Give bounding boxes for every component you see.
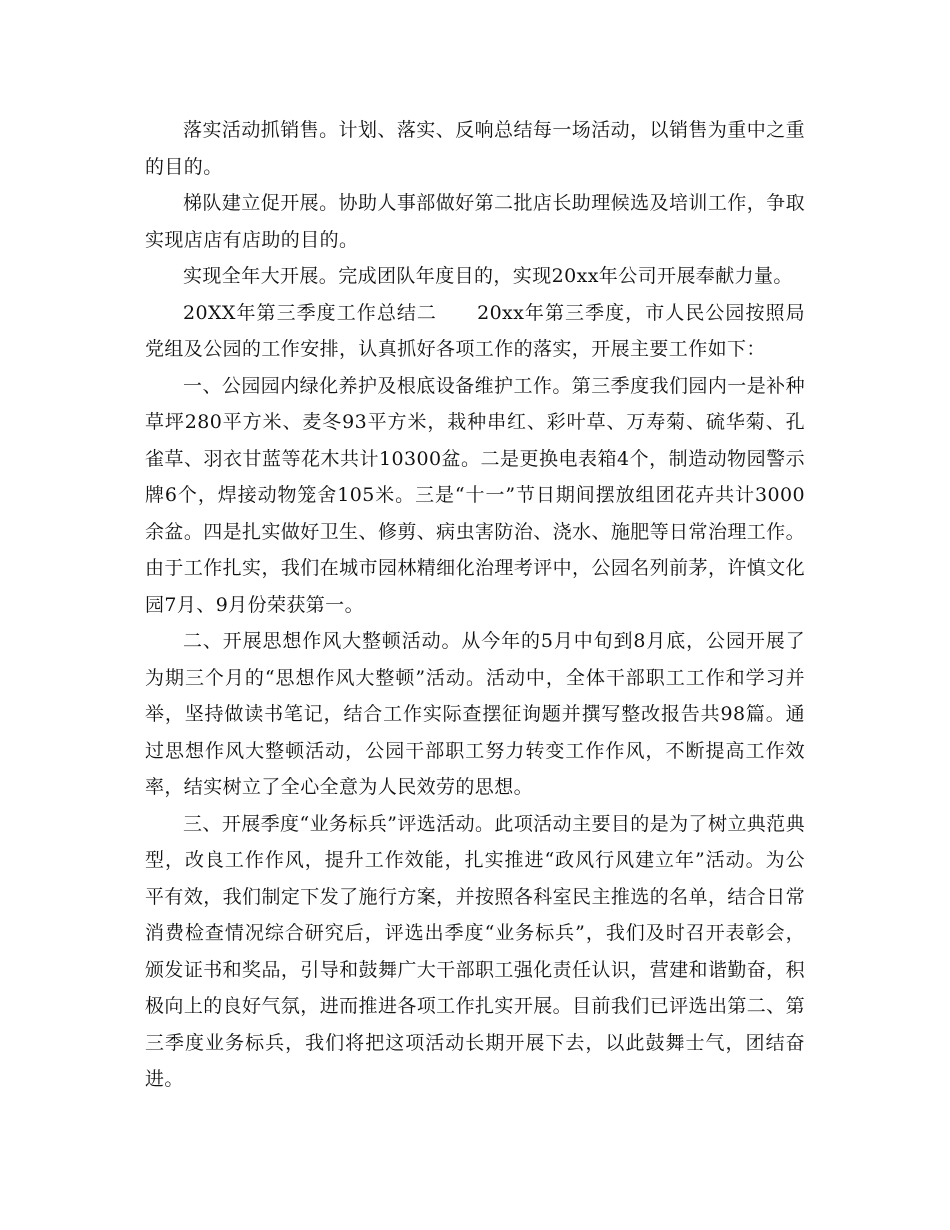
paragraph-business-model-selection: 三、开展季度“业务标兵”评选活动。此项活动主要目的是为了树立典范典型，改良工作作风，提升工作效能，扎实推进“政风行风建立年”活动。为公平有效，我们制定下发了施行方案，并按照各科室民主推选的名单，结合日常消费检查情况综合研究后，评选出季度“业务标兵”，我们及时召开表彰会，颁发证书和奖品，引导和鼓舞广大干部职工强化责任认识，营建和谐勤奋，积极向上的良好气氛，进而推进各项工作扎实开展。目前我们已评选出第二、第三季度业务标兵，我们将把这项活动长期开展下去，以此鼓舞士气，团结奋进。 [145, 812, 805, 1090]
document-body [145, 112, 805, 1098]
paragraph-sales-activities: 落实活动抓销售。计划、落实、反响总结每一场活动，以销售为重中之重的目的。 [145, 119, 805, 178]
paragraph-annual-goal: 实现全年大开展。完成团队年度目的，实现20xx年公司开展奉献力量。 [183, 265, 793, 287]
paragraph-q3-summary-intro: 20XX年第三季度工作总结二 20xx年第三季度，市人民公园按照局党组及公园的工作安排，认真抓好各项工作的落实，开展主要工作如下： [145, 301, 805, 360]
paragraph-team-building: 梯队建立促开展。协助人事部做好第二批店长助理候选及培训工作，争取实现店店有店助的目的。 [145, 192, 805, 251]
paragraph-greening-maintenance: 一、公园园内绿化养护及根底设备维护工作。第三季度我们园内一是补种草坪280平方米、麦冬93平方米，栽种串红、彩叶草、万寿菊、硫华菊、孔雀草、羽衣甘蓝等花木共计10300盆。二是更换电表箱4个，制造动物园警示牌6个，焊接动物笼舍105米。三是“十一”节日期间摆放组团花卉共计3000余盆。四是扎实做好卫生、修剪、病虫害防治、浇水、施肥等日常治理工作。由于工作扎实，我们在城市园林精细化治理考评中，公园名列前茅，许慎文化园7月、9月份荣获第一。 [145, 374, 805, 616]
paragraph-work-style-rectification: 二、开展思想作风大整顿活动。从今年的5月中旬到8月底，公园开展了为期三个月的“思想作风大整顿”活动。活动中，全体干部职工工作和学习并举，坚持做读书笔记，结合工作实际查摆征询题并撰写整改报告共98篇。通过思想作风大整顿活动，公园干部职工努力转变工作作风，不断提高工作效率，结实树立了全心全意为人民效劳的思想。 [145, 630, 805, 798]
